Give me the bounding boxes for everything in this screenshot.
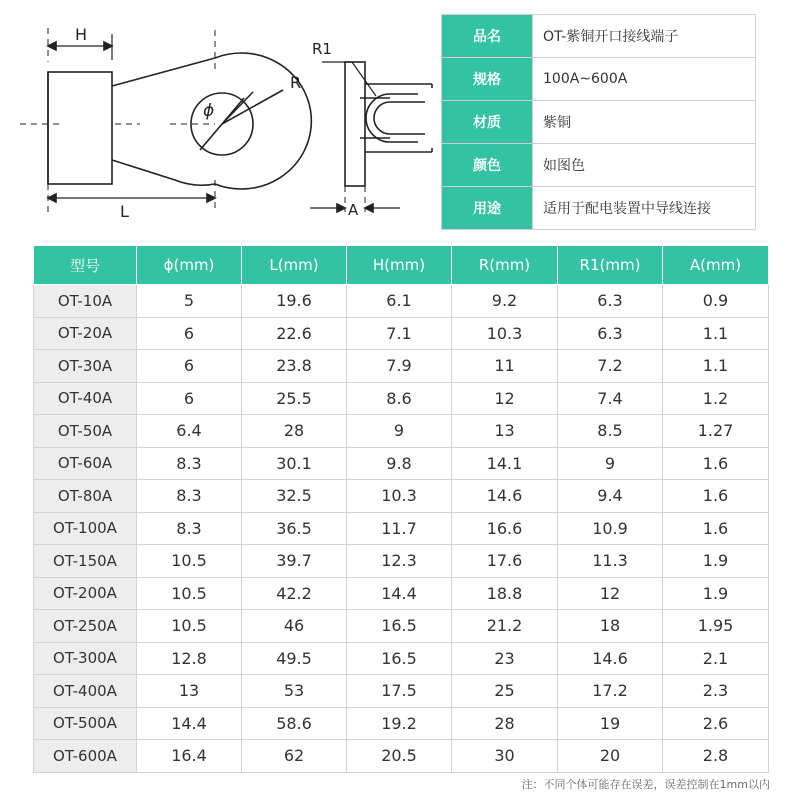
value-cell: 2.3 bbox=[663, 675, 769, 708]
model-cell: OT-600A bbox=[34, 740, 137, 773]
model-cell: OT-10A bbox=[34, 285, 137, 318]
label-h: H bbox=[75, 25, 88, 44]
table-row bbox=[34, 610, 769, 643]
value-cell: 28 bbox=[242, 415, 347, 448]
value-cell: 11.7 bbox=[347, 512, 452, 545]
value-cell: 39.7 bbox=[242, 545, 347, 578]
table-row bbox=[34, 415, 769, 448]
value-cell: 13 bbox=[137, 675, 242, 708]
value-cell: 8.3 bbox=[137, 447, 242, 480]
value-cell: 53 bbox=[242, 675, 347, 708]
model-cell: OT-20A bbox=[34, 317, 137, 350]
table-row bbox=[34, 480, 769, 513]
terminal-dimension-drawing bbox=[0, 0, 440, 240]
label-l: L bbox=[120, 202, 129, 221]
spec-row bbox=[442, 144, 756, 187]
value-cell: 2.8 bbox=[663, 740, 769, 773]
spec-value: 如图色 bbox=[533, 144, 756, 187]
value-cell: 32.5 bbox=[242, 480, 347, 513]
spec-row bbox=[442, 15, 756, 58]
label-r1: R1 bbox=[312, 40, 332, 58]
column-header: H(mm) bbox=[347, 246, 452, 285]
value-cell: 23 bbox=[452, 642, 558, 675]
value-cell: 16.6 bbox=[452, 512, 558, 545]
value-cell: 5 bbox=[137, 285, 242, 318]
value-cell: 19.2 bbox=[347, 707, 452, 740]
value-cell: 1.2 bbox=[663, 382, 769, 415]
value-cell: 36.5 bbox=[242, 512, 347, 545]
value-cell: 14.6 bbox=[452, 480, 558, 513]
value-cell: 9 bbox=[558, 447, 663, 480]
value-cell: 16.5 bbox=[347, 642, 452, 675]
value-cell: 17.5 bbox=[347, 675, 452, 708]
value-cell: 7.1 bbox=[347, 317, 452, 350]
model-cell: OT-100A bbox=[34, 512, 137, 545]
spec-key: 颜色 bbox=[442, 144, 533, 187]
column-header: ϕ(mm) bbox=[137, 246, 242, 285]
value-cell: 2.6 bbox=[663, 707, 769, 740]
table-row bbox=[34, 675, 769, 708]
value-cell: 12.8 bbox=[137, 642, 242, 675]
value-cell: 6.3 bbox=[558, 317, 663, 350]
table-row bbox=[34, 707, 769, 740]
footnote: 注：不同个体可能存在误差，误差控制在1mm以内 bbox=[521, 778, 770, 791]
label-phi: ϕ bbox=[203, 101, 215, 121]
spec-key: 用途 bbox=[442, 187, 533, 230]
value-cell: 7.2 bbox=[558, 350, 663, 383]
value-cell: 12 bbox=[558, 577, 663, 610]
value-cell: 46 bbox=[242, 610, 347, 643]
spec-row bbox=[442, 101, 756, 144]
value-cell: 30 bbox=[452, 740, 558, 773]
value-cell: 14.4 bbox=[137, 707, 242, 740]
value-cell: 12 bbox=[452, 382, 558, 415]
value-cell: 25 bbox=[452, 675, 558, 708]
table-row bbox=[34, 382, 769, 415]
value-cell: 9 bbox=[347, 415, 452, 448]
value-cell: 9.4 bbox=[558, 480, 663, 513]
value-cell: 19 bbox=[558, 707, 663, 740]
table-row bbox=[34, 545, 769, 578]
value-cell: 13 bbox=[452, 415, 558, 448]
value-cell: 16.5 bbox=[347, 610, 452, 643]
model-cell: OT-300A bbox=[34, 642, 137, 675]
value-cell: 0.9 bbox=[663, 285, 769, 318]
value-cell: 14.1 bbox=[452, 447, 558, 480]
value-cell: 8.3 bbox=[137, 512, 242, 545]
value-cell: 17.6 bbox=[452, 545, 558, 578]
spec-row bbox=[442, 58, 756, 101]
model-cell: OT-40A bbox=[34, 382, 137, 415]
value-cell: 10.5 bbox=[137, 545, 242, 578]
model-cell: OT-250A bbox=[34, 610, 137, 643]
value-cell: 19.6 bbox=[242, 285, 347, 318]
value-cell: 1.1 bbox=[663, 350, 769, 383]
value-cell: 10.5 bbox=[137, 610, 242, 643]
table-row bbox=[34, 285, 769, 318]
value-cell: 10.5 bbox=[137, 577, 242, 610]
table-row bbox=[34, 317, 769, 350]
dimension-table bbox=[33, 245, 769, 773]
value-cell: 58.6 bbox=[242, 707, 347, 740]
value-cell: 18.8 bbox=[452, 577, 558, 610]
value-cell: 9.2 bbox=[452, 285, 558, 318]
value-cell: 6 bbox=[137, 317, 242, 350]
model-cell: OT-80A bbox=[34, 480, 137, 513]
value-cell: 42.2 bbox=[242, 577, 347, 610]
value-cell: 10.9 bbox=[558, 512, 663, 545]
column-header: R1(mm) bbox=[558, 246, 663, 285]
value-cell: 6.1 bbox=[347, 285, 452, 318]
value-cell: 10.3 bbox=[347, 480, 452, 513]
value-cell: 1.1 bbox=[663, 317, 769, 350]
value-cell: 25.5 bbox=[242, 382, 347, 415]
value-cell: 23.8 bbox=[242, 350, 347, 383]
value-cell: 7.4 bbox=[558, 382, 663, 415]
value-cell: 1.9 bbox=[663, 545, 769, 578]
value-cell: 18 bbox=[558, 610, 663, 643]
value-cell: 20 bbox=[558, 740, 663, 773]
column-header: A(mm) bbox=[663, 246, 769, 285]
spec-key: 材质 bbox=[442, 101, 533, 144]
value-cell: 49.5 bbox=[242, 642, 347, 675]
spec-value: 适用于配电装置中导线连接 bbox=[533, 187, 756, 230]
value-cell: 7.9 bbox=[347, 350, 452, 383]
spec-key: 品名 bbox=[442, 15, 533, 58]
table-header-row bbox=[34, 246, 769, 285]
value-cell: 1.6 bbox=[663, 447, 769, 480]
spec-table bbox=[441, 14, 756, 230]
column-header: R(mm) bbox=[452, 246, 558, 285]
value-cell: 6.4 bbox=[137, 415, 242, 448]
value-cell: 12.3 bbox=[347, 545, 452, 578]
value-cell: 17.2 bbox=[558, 675, 663, 708]
value-cell: 20.5 bbox=[347, 740, 452, 773]
value-cell: 1.9 bbox=[663, 577, 769, 610]
table-row bbox=[34, 350, 769, 383]
value-cell: 8.3 bbox=[137, 480, 242, 513]
value-cell: 11 bbox=[452, 350, 558, 383]
value-cell: 62 bbox=[242, 740, 347, 773]
spec-key: 规格 bbox=[442, 58, 533, 101]
table-row bbox=[34, 577, 769, 610]
column-header: L(mm) bbox=[242, 246, 347, 285]
value-cell: 1.95 bbox=[663, 610, 769, 643]
value-cell: 1.6 bbox=[663, 480, 769, 513]
value-cell: 8.6 bbox=[347, 382, 452, 415]
value-cell: 30.1 bbox=[242, 447, 347, 480]
value-cell: 10.3 bbox=[452, 317, 558, 350]
value-cell: 2.1 bbox=[663, 642, 769, 675]
value-cell: 6 bbox=[137, 382, 242, 415]
label-r: R bbox=[290, 73, 302, 92]
value-cell: 21.2 bbox=[452, 610, 558, 643]
table-row bbox=[34, 447, 769, 480]
value-cell: 8.5 bbox=[558, 415, 663, 448]
spec-row bbox=[442, 187, 756, 230]
model-cell: OT-50A bbox=[34, 415, 137, 448]
spec-value: 紫铜 bbox=[533, 101, 756, 144]
table-row bbox=[34, 740, 769, 773]
value-cell: 14.6 bbox=[558, 642, 663, 675]
value-cell: 1.6 bbox=[663, 512, 769, 545]
spec-value: OT-紫铜开口接线端子 bbox=[533, 15, 756, 58]
table-row bbox=[34, 512, 769, 545]
model-cell: OT-30A bbox=[34, 350, 137, 383]
value-cell: 6.3 bbox=[558, 285, 663, 318]
spec-value: 100A~600A bbox=[533, 58, 756, 101]
model-cell: OT-500A bbox=[34, 707, 137, 740]
model-cell: OT-60A bbox=[34, 447, 137, 480]
value-cell: 1.27 bbox=[663, 415, 769, 448]
label-a: A bbox=[348, 201, 359, 219]
table-row bbox=[34, 642, 769, 675]
value-cell: 22.6 bbox=[242, 317, 347, 350]
column-header: 型号 bbox=[34, 246, 137, 285]
value-cell: 9.8 bbox=[347, 447, 452, 480]
value-cell: 6 bbox=[137, 350, 242, 383]
value-cell: 28 bbox=[452, 707, 558, 740]
model-cell: OT-200A bbox=[34, 577, 137, 610]
value-cell: 14.4 bbox=[347, 577, 452, 610]
value-cell: 16.4 bbox=[137, 740, 242, 773]
model-cell: OT-400A bbox=[34, 675, 137, 708]
value-cell: 11.3 bbox=[558, 545, 663, 578]
model-cell: OT-150A bbox=[34, 545, 137, 578]
